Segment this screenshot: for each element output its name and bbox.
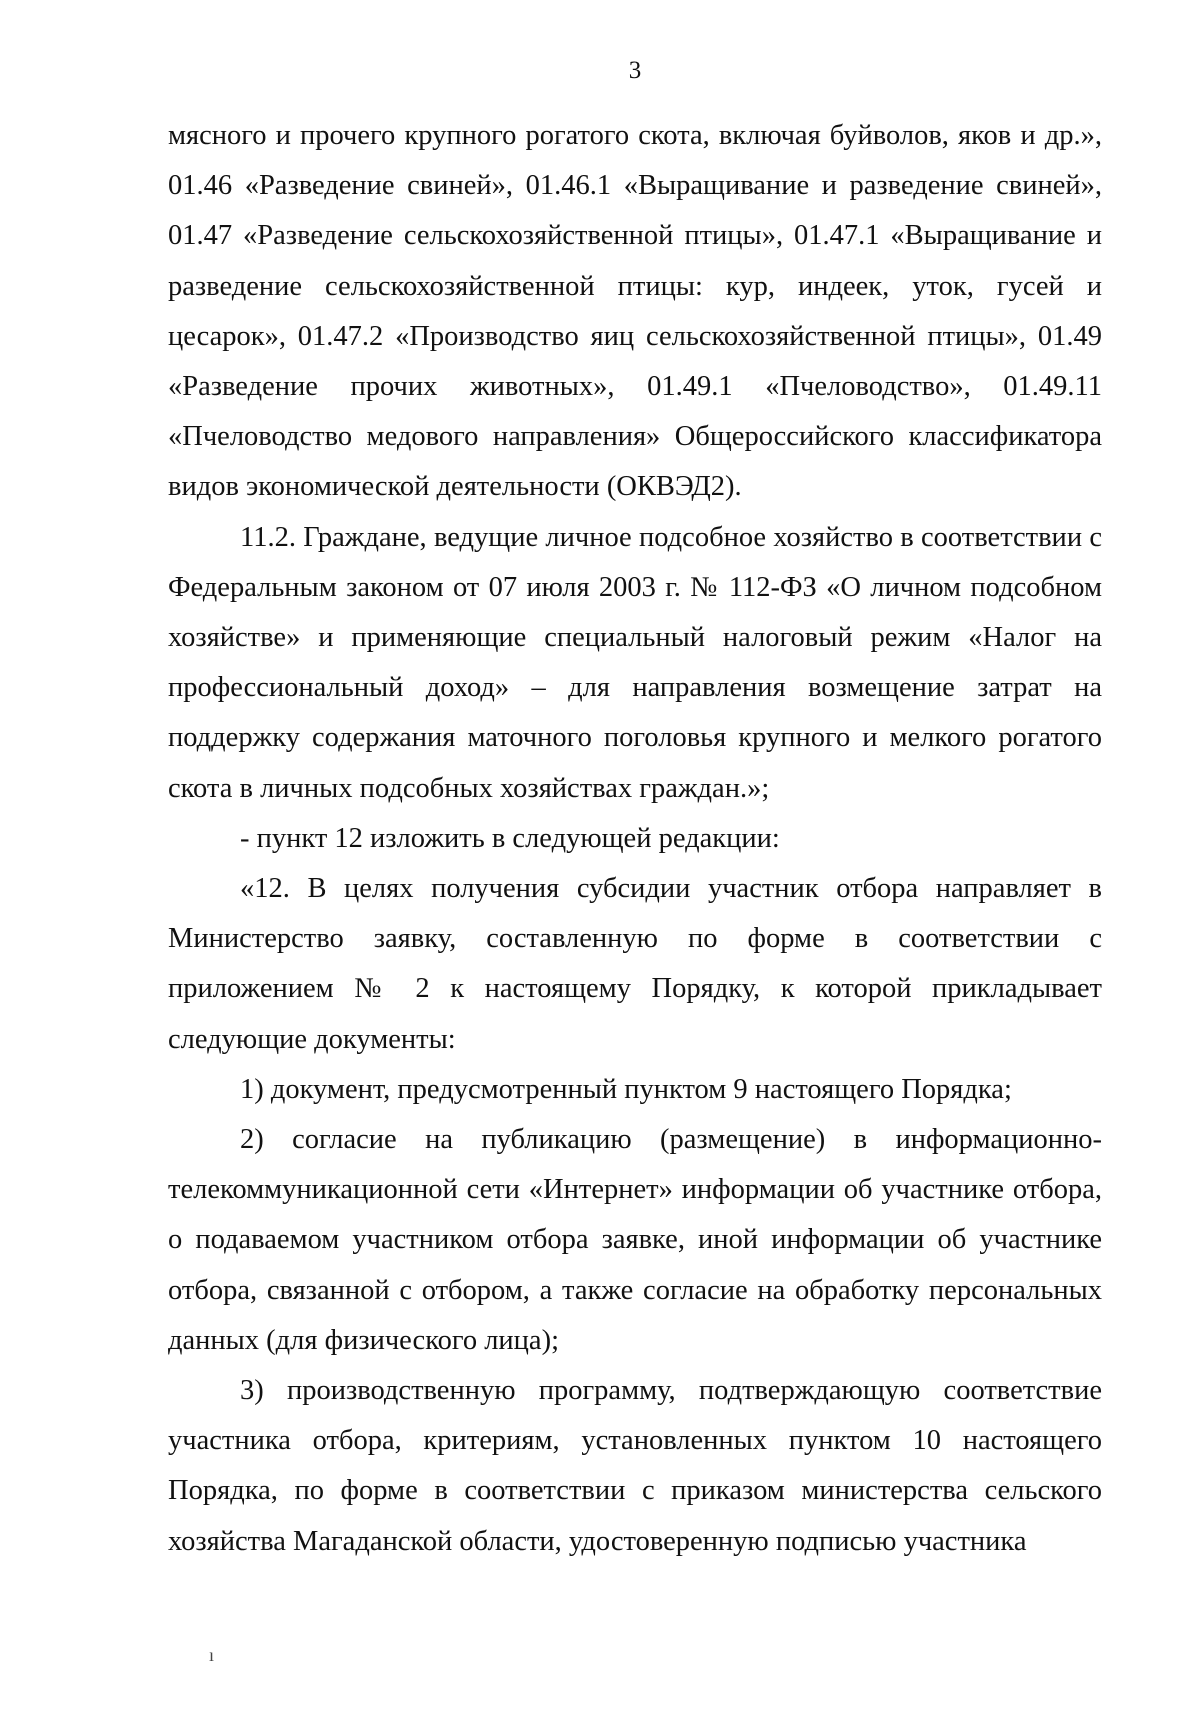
paragraph-12: «12. В целях получения субсидии участник отбора направляет в Министерство заявку, составленную по форме в соответствии с приложением № 2 к настоящему Порядку, к которой прикладывает следующие документы: [168,873,1102,1055]
document-body [168,111,1102,1567]
paragraph-11-2: 11.2. Граждане, ведущие личное подсобное хозяйство в соответствии с Федеральным законом от 07 июля 2003 г. № 112-ФЗ «О личном подсобном хозяйстве» и применяющие специальный налоговый режим «Налог на профессиональный доход» – для направления возмещение затрат на поддержку содержания маточного поголовья крупного и мелкого рогатого скота в личных подсобных хозяйствах граждан.»; [168,521,1102,804]
list-item-1: 1) документ, предусмотренный пунктом 9 настоящего Порядка; [240,1073,1012,1105]
page-number: 3 [628,57,642,84]
list-item-3: 3) производственную программу, подтверждающую соответствие участника отбора, критериям, установленных пунктом 10 настоящего Порядка, по форме в соответствии с приказом министерства сельского хозяйства Магаданской области, удостоверенную подписью участника [168,1375,1102,1557]
scan-artifact-mark: ı [209,1645,215,1665]
paragraph-okved-list: мясного и прочего крупного рогатого скота, включая буйволов, яков и др.», 01.46 «Разведение свиней», 01.46.1 «Выращивание и разведение свиней», 01.47 «Разведение сельскохозяйственной птицы», 01.47.1 «Выращивание и разведение сельскохозяйственной птицы: кур, индеек, уток, гусей и цесарок», 01.47.2 «Производство яиц сельскохозяйственной птицы», 01.49 «Разведение прочих животных», 01.49.1 «Пчеловодство», 01.49.11 «Пчеловодство медового направления» Общероссийского классификатора видов экономической деятельности (ОКВЭД2). [168,120,1102,503]
list-item-2: 2) согласие на публикацию (размещение) в информационно-телекоммуникационной сети «Интернет» информации об участнике отбора, о подаваемом участником отбора заявке, иной информации об участнике отбора, связанной с отбором, а также согласие на обработку персональных данных (для физического лица); [168,1124,1102,1356]
paragraph-amendment-intro: - пункт 12 изложить в следующей редакции: [240,822,780,854]
